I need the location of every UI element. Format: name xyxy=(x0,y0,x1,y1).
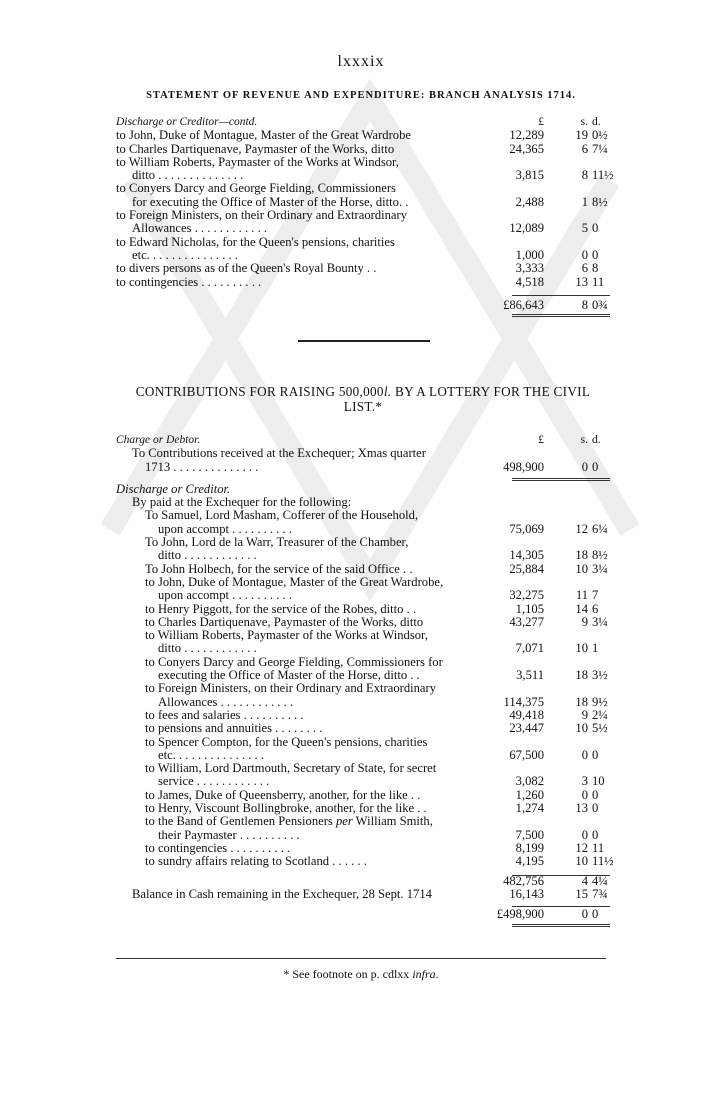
discharge-rows xyxy=(116,495,614,869)
amount-pounds: 7,071 xyxy=(515,641,544,656)
total-shillings: 8 xyxy=(581,297,588,312)
entry-text: to sundry affairs relating to Scotland . . . . . . xyxy=(145,854,367,869)
charge-label: Charge or Debtor. xyxy=(116,434,201,446)
amount-pence: 0 xyxy=(592,787,599,802)
amount-shillings: 0 xyxy=(581,747,588,762)
total-double-rule xyxy=(512,314,610,317)
amount-pounds: 1,274 xyxy=(515,801,544,816)
section-lottery xyxy=(116,434,614,922)
ledger-row xyxy=(116,669,610,682)
entry-text: upon accompt . . . . . . . . . . xyxy=(158,521,292,536)
amount-pounds: 3,815 xyxy=(515,168,544,183)
col-shillings-heading: s. xyxy=(580,434,588,446)
amount-pence: 8½ xyxy=(592,548,608,563)
amount-pounds: 3,511 xyxy=(516,668,544,683)
amount-shillings: 10 xyxy=(575,721,588,736)
amount-shillings: 0 xyxy=(581,459,588,474)
grand-total-pounds: £498,900 xyxy=(496,907,544,922)
ledger-row xyxy=(116,536,610,549)
amount-pence: 0 xyxy=(592,247,599,262)
amount-pence: 10 xyxy=(592,774,605,789)
ledger-row xyxy=(116,616,610,629)
ledger-row xyxy=(116,563,610,576)
balance-pence: 7¾ xyxy=(592,886,608,901)
amount-pounds: 8,199 xyxy=(515,840,544,855)
amount-pence: 5½ xyxy=(592,721,608,736)
ledger-row xyxy=(116,129,610,142)
amount-shillings: 12 xyxy=(575,840,588,855)
discharge-label-row xyxy=(116,483,610,496)
subtotal-row xyxy=(116,875,610,888)
section-divider xyxy=(298,340,430,342)
amount-pounds: 114,375 xyxy=(503,694,544,709)
amount-pounds: 3,333 xyxy=(515,261,544,276)
subtotal-pence: 4¼ xyxy=(592,873,608,888)
total-rule xyxy=(512,295,610,296)
balance-pounds: 16,143 xyxy=(509,886,544,901)
entry-text: to Conyers Darcy and George Fielding, Commissioners for xyxy=(145,654,443,669)
entry-text: to Spencer Compton, for the Queen's pensions, charities xyxy=(145,734,428,749)
amount-shillings: 5 xyxy=(581,221,588,236)
subtotal-shillings: 4 xyxy=(581,873,588,888)
entry-text: their Paymaster . . . . . . . . . . xyxy=(158,827,300,842)
entry-text: to Foreign Ministers, on their Ordinary and Extraordinary xyxy=(116,208,407,223)
amount-shillings: 13 xyxy=(575,274,588,289)
amount-pounds: 43,277 xyxy=(509,614,544,629)
amount-pounds: 4,195 xyxy=(515,854,544,869)
balance-shillings: 15 xyxy=(575,886,588,901)
entry-text: upon accompt . . . . . . . . . . xyxy=(158,588,292,603)
amount-pence: 0 xyxy=(592,827,599,842)
amount-pence: 0½ xyxy=(592,128,608,143)
entry-text: to pensions and annuities . . . . . . . . xyxy=(145,721,323,736)
amount-pounds: 12,289 xyxy=(509,128,544,143)
amount-shillings: 10 xyxy=(575,561,588,576)
ledger-row xyxy=(116,461,610,474)
amount-pounds: 24,365 xyxy=(509,141,544,156)
amount-pounds: 49,418 xyxy=(509,707,544,722)
amount-pence: 7¼ xyxy=(592,141,608,156)
amount-pence: 3¼ xyxy=(592,614,608,629)
amount-pounds: 1,105 xyxy=(515,601,544,616)
ledger-row xyxy=(116,168,614,183)
amount-pounds: 67,500 xyxy=(509,747,544,762)
ledger-row xyxy=(116,722,610,735)
ledger-row xyxy=(116,854,614,869)
ledger-row xyxy=(116,156,610,169)
amount-pounds: 7,500 xyxy=(515,827,544,842)
entry-text: to John, Duke of Montague, Master of the Great Wardrobe xyxy=(116,128,411,143)
discharge-label: Discharge or Creditor. xyxy=(116,481,231,496)
section-label: Discharge or Creditor—contd. xyxy=(116,116,258,128)
amount-pence: 3½ xyxy=(592,668,608,683)
ledger-row xyxy=(116,789,610,802)
entry-text: to Conyers Darcy and George Fielding, Commissioners xyxy=(116,181,396,196)
total-pounds: £86,643 xyxy=(503,297,544,312)
ledger-row xyxy=(116,656,610,669)
entry-text: to divers persons as of the Queen's Royal Bounty . . xyxy=(116,261,377,276)
entry-text: To John Holbech, for the service of the said Office . . xyxy=(145,561,413,576)
amount-shillings: 18 xyxy=(575,668,588,683)
ledger-row xyxy=(116,775,610,788)
entry-text: to Charles Dartiquenave, Paymaster of the Works, ditto xyxy=(145,614,424,629)
amount-shillings: 9 xyxy=(581,707,588,722)
ledger-row xyxy=(116,576,610,589)
ledger-row xyxy=(116,629,610,642)
amount-pounds: 3,082 xyxy=(515,774,544,789)
subtotal-pounds: 482,756 xyxy=(503,873,544,888)
amount-pence: 8½ xyxy=(592,194,608,209)
ledger-row xyxy=(116,589,610,602)
amount-shillings: 6 xyxy=(581,141,588,156)
footnote: * See footnote on p. cdlxx infra. xyxy=(283,967,439,981)
amount-pounds: 1,260 xyxy=(515,787,544,802)
ledger-row xyxy=(116,447,610,460)
grand-total-double-rule xyxy=(512,924,610,927)
amount-shillings: 3 xyxy=(581,774,588,789)
entry-text: to William Roberts, Paymaster of the Works at Windsor, xyxy=(116,154,399,169)
section1-total-row xyxy=(116,299,610,312)
entry-text: To John, Lord de la Warr, Treasurer of the Chamber, xyxy=(145,535,409,550)
entry-text: etc. . . . . . . . . . . . . . . xyxy=(132,247,238,262)
amount-pounds: 23,447 xyxy=(509,721,544,736)
entry-text: to fees and salaries . . . . . . . . . . xyxy=(145,707,304,722)
ledger-row xyxy=(116,496,610,509)
ledger-row xyxy=(116,603,610,616)
entry-text: for executing the Office of Master of the Horse, ditto. . xyxy=(132,194,409,209)
section1-rows xyxy=(116,128,614,289)
ledger-row xyxy=(116,709,610,722)
amount-pounds: 75,069 xyxy=(509,521,544,536)
entry-text: To Samuel, Lord Masham, Cofferer of the Household, xyxy=(145,508,419,523)
entry-text: service . . . . . . . . . . . . xyxy=(158,774,270,789)
entry-text: to Charles Dartiquenave, Paymaster of the Works, ditto xyxy=(116,141,395,156)
amount-pounds: 14,305 xyxy=(509,548,544,563)
amount-shillings: 0 xyxy=(581,827,588,842)
entry-text: Allowances . . . . . . . . . . . . xyxy=(132,221,268,236)
entry-text: ditto . . . . . . . . . . . . . . xyxy=(132,168,244,183)
amount-pounds: 1,000 xyxy=(515,247,544,262)
total-pence: 0¾ xyxy=(592,297,608,312)
entry-text: etc. . . . . . . . . . . . . . . xyxy=(158,747,264,762)
ledger-row xyxy=(116,549,610,562)
amount-pence: 0 xyxy=(592,459,599,474)
ledger-row xyxy=(116,802,610,815)
amount-shillings: 1 xyxy=(581,194,588,209)
entry-text: to Foreign Ministers, on their Ordinary and Extraordinary xyxy=(145,681,436,696)
ledger-row xyxy=(116,815,610,828)
ledger-row xyxy=(116,222,610,235)
amount-pounds: 498,900 xyxy=(503,459,544,474)
amount-pence: 11 xyxy=(592,274,605,289)
ledger-row xyxy=(116,209,610,222)
footnote-rule xyxy=(116,958,606,959)
amount-shillings: 13 xyxy=(575,801,588,816)
balance-row xyxy=(116,888,610,901)
col-pence-heading: d. xyxy=(592,434,601,446)
amount-pounds: 12,089 xyxy=(509,221,544,236)
col-shillings-heading: s. xyxy=(580,116,588,128)
ledger-row xyxy=(116,236,610,249)
column-headings-2 xyxy=(116,434,610,447)
entry-text: ditto . . . . . . . . . . . . xyxy=(158,641,257,656)
amount-pounds: 25,884 xyxy=(509,561,544,576)
ledger-row xyxy=(116,249,610,262)
page-number: lxxxix xyxy=(337,53,385,70)
amount-shillings: 8 xyxy=(581,168,588,183)
entry-text: to contingencies . . . . . . . . . . xyxy=(145,840,291,855)
ledger-row xyxy=(116,842,610,855)
entry-text: to John, Duke of Montague, Master of the Great Wardrobe, xyxy=(145,574,444,589)
entry-text: to Henry, Viscount Bollingbroke, another, for the like . . xyxy=(145,801,427,816)
col-pounds-heading: £ xyxy=(538,116,544,128)
amount-pounds: 32,275 xyxy=(509,588,544,603)
amount-shillings: 6 xyxy=(581,261,588,276)
amount-pence: 9½ xyxy=(592,694,608,709)
amount-shillings: 19 xyxy=(575,128,588,143)
entry-text: 1713 . . . . . . . . . . . . . . xyxy=(145,459,259,474)
entry-text: ditto . . . . . . . . . . . . xyxy=(158,548,257,563)
amount-shillings: 9 xyxy=(581,614,588,629)
amount-pence: 11½ xyxy=(592,168,614,183)
entry-text: to Henry Piggott, for the service of the Robes, ditto . . xyxy=(145,601,417,616)
amount-pence: 0 xyxy=(592,801,599,816)
balance-text: Balance in Cash remaining in the Exchequer, 28 Sept. 1714 xyxy=(132,886,432,901)
amount-pence: 11 xyxy=(592,840,605,855)
entry-text: to the Band of Gentlemen Pensioners per William Smith, xyxy=(145,814,433,829)
col-pence-heading: d. xyxy=(592,116,601,128)
amount-pence: 0 xyxy=(592,747,599,762)
amount-shillings: 11 xyxy=(575,588,588,603)
column-headings xyxy=(116,116,610,129)
amount-pence: 0 xyxy=(592,221,599,236)
amount-pence: 1 xyxy=(592,641,599,656)
amount-pounds: 2,488 xyxy=(515,194,544,209)
entry-text: to William Roberts, Paymaster of the Works at Windsor, xyxy=(145,628,428,643)
entry-text: to William, Lord Dartmouth, Secretary of State, for secret xyxy=(145,761,437,776)
grand-total-pence: 0 xyxy=(592,907,599,922)
amount-shillings: 0 xyxy=(581,787,588,802)
entry-text: executing the Office of Master of the Horse, ditto . . xyxy=(158,668,420,683)
ledger-row xyxy=(116,523,610,536)
ledger-row xyxy=(116,762,610,775)
entry-text: By paid at the Exchequer for the following: xyxy=(132,495,352,510)
amount-pence: 11½ xyxy=(592,854,614,869)
entry-text: to James, Duke of Queensberry, another, for the like . . xyxy=(145,787,421,802)
grand-total-shillings: 0 xyxy=(581,907,588,922)
amount-shillings: 18 xyxy=(575,548,588,563)
amount-pence: 3¼ xyxy=(592,561,608,576)
ledger-row xyxy=(116,682,610,695)
amount-shillings: 10 xyxy=(575,854,588,869)
entry-text: to contingencies . . . . . . . . . . xyxy=(116,274,262,289)
running-header: STATEMENT OF REVENUE AND EXPENDITURE: BRANCH ANALYSIS 1714. xyxy=(146,90,576,101)
section-discharge-contd xyxy=(116,116,614,312)
ledger-row xyxy=(116,696,610,709)
charge-double-rule xyxy=(512,478,610,481)
charge-rows xyxy=(116,447,610,474)
ledger-row xyxy=(116,509,610,522)
amount-pence: 6¼ xyxy=(592,521,608,536)
grand-total-row xyxy=(116,908,610,921)
amount-pence: 2¼ xyxy=(592,707,608,722)
entry-text: to Edward Nicholas, for the Queen's pensions, charities xyxy=(116,234,395,249)
amount-pence: 8 xyxy=(592,261,599,276)
col-pounds-heading: £ xyxy=(538,434,544,446)
amount-shillings: 12 xyxy=(575,521,588,536)
entry-text: Allowances . . . . . . . . . . . . xyxy=(158,694,294,709)
ledger-row xyxy=(116,276,610,289)
ledger-row xyxy=(116,749,610,762)
entry-text: To Contributions received at the Exchequer; Xmas quarter xyxy=(132,446,426,461)
section-title: CONTRIBUTIONS FOR RAISING 500,000l. BY A LOTTERY FOR THE CIVIL LIST.* xyxy=(135,384,591,414)
amount-shillings: 18 xyxy=(575,694,588,709)
amount-shillings: 14 xyxy=(575,601,588,616)
amount-shillings: 10 xyxy=(575,641,588,656)
amount-pounds: 4,518 xyxy=(515,274,544,289)
amount-pence: 7 xyxy=(592,588,599,603)
ledger-row xyxy=(116,196,610,209)
ledger-row xyxy=(116,182,610,195)
amount-pence: 6 xyxy=(592,601,599,616)
ledger-row xyxy=(116,262,610,275)
ledger-row xyxy=(116,642,610,655)
ledger-row xyxy=(116,143,610,156)
ledger-row xyxy=(116,736,610,749)
amount-shillings: 0 xyxy=(581,247,588,262)
ledger-row xyxy=(116,829,610,842)
